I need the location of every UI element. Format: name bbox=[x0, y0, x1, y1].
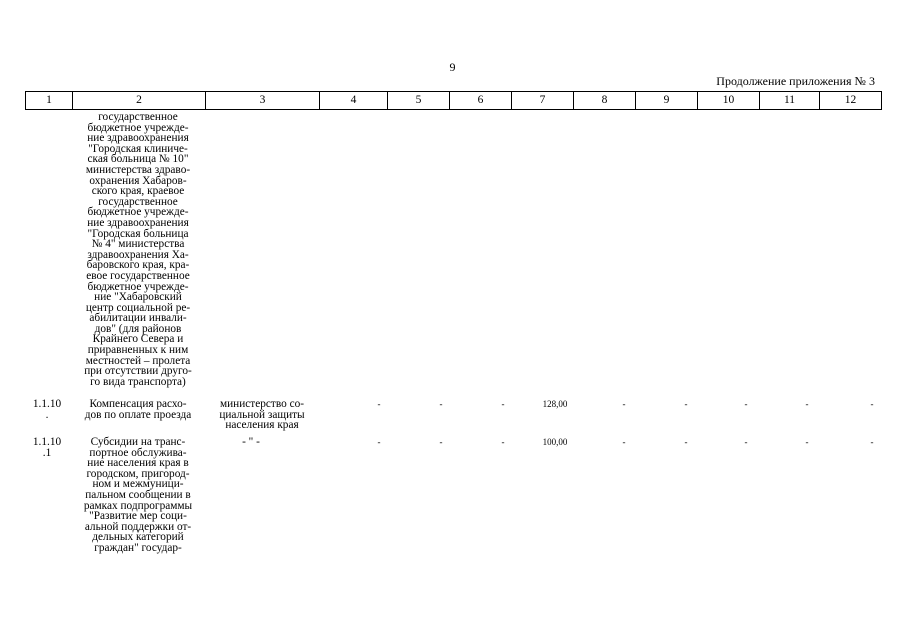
text-line: "Городская больница bbox=[87, 227, 189, 240]
text-line: - " - bbox=[242, 436, 260, 448]
text-line: приравненных к ним bbox=[87, 344, 189, 357]
header-cell: 6 bbox=[450, 92, 512, 110]
row-executor-cell bbox=[206, 399, 318, 431]
text-line: дельных категорий bbox=[92, 531, 184, 544]
value-cell: - bbox=[744, 437, 748, 447]
value-cell: - bbox=[501, 437, 505, 447]
text-line: центр социальной ре- bbox=[85, 301, 191, 314]
text-line: Компенсация расхо- bbox=[89, 398, 187, 410]
text-line: . bbox=[45, 408, 49, 421]
text-line: граждан" государ- bbox=[94, 541, 182, 554]
text-line: ние "Хабаровский bbox=[94, 291, 182, 304]
value-cell: - bbox=[439, 437, 443, 447]
text-line: дов" (для районов bbox=[94, 322, 182, 335]
row-name-cell bbox=[74, 399, 202, 420]
text-line: при отсутствии друго- bbox=[84, 365, 192, 378]
text-line: бюджетное учрежде- bbox=[87, 121, 189, 134]
header-cell: 7 bbox=[512, 92, 574, 110]
text-line: министерство со- bbox=[219, 398, 304, 410]
text-line: ние населения края в bbox=[87, 457, 189, 470]
text-line: баровского края, кра- bbox=[86, 259, 190, 272]
header-cell: 1 bbox=[26, 92, 73, 110]
header-cell: 9 bbox=[636, 92, 698, 110]
text-line: государственное bbox=[98, 195, 178, 208]
text-line: Крайнего Севера и bbox=[92, 333, 184, 346]
header-cell: 10 bbox=[698, 92, 760, 110]
text-line: бюджетное учрежде- bbox=[87, 280, 189, 293]
header-cell: 8 bbox=[574, 92, 636, 110]
text-line: ние здравоохранения bbox=[87, 132, 189, 145]
row-executor-cell bbox=[221, 437, 281, 448]
value-cell: - bbox=[622, 437, 626, 447]
value-cell: - bbox=[439, 399, 443, 409]
text-line: государственное bbox=[98, 111, 178, 123]
text-line: здравоохранения Ха- bbox=[87, 248, 189, 261]
value-cell: - bbox=[501, 399, 505, 409]
header-row bbox=[26, 92, 882, 110]
text-line: № 4" министерства bbox=[91, 238, 185, 251]
value-cell: - bbox=[870, 399, 874, 409]
text-line: портное обслужива- bbox=[89, 446, 187, 459]
value-cell: - bbox=[684, 437, 688, 447]
column-header-table bbox=[25, 91, 882, 110]
text-line: бюджетное учрежде- bbox=[87, 206, 189, 219]
text-line: населения края bbox=[225, 419, 299, 432]
text-line: 1.1.10 bbox=[32, 398, 62, 410]
text-line: ского края, краевое bbox=[91, 185, 185, 198]
page-number: 9 bbox=[449, 60, 456, 74]
row-number-cell bbox=[25, 399, 69, 420]
value-cell: - bbox=[622, 399, 626, 409]
value-cell: 100,00 bbox=[542, 437, 568, 447]
value-cell: - bbox=[805, 437, 809, 447]
text-line: дов по оплате проезда bbox=[84, 408, 192, 421]
text-line: альной поддержки от- bbox=[84, 520, 192, 533]
row-name-cell bbox=[74, 437, 202, 554]
text-line: абилитации инвали- bbox=[89, 312, 187, 325]
value-cell: - bbox=[870, 437, 874, 447]
text-line: циальной защиты bbox=[219, 408, 305, 421]
header-cell: 2 bbox=[73, 92, 206, 110]
header-cell: 3 bbox=[206, 92, 320, 110]
header-cell: 5 bbox=[388, 92, 450, 110]
header-cell: 11 bbox=[760, 92, 820, 110]
value-cell: - bbox=[805, 399, 809, 409]
text-line: 1.1.10 bbox=[32, 436, 62, 448]
text-line: ние здравоохранения bbox=[87, 216, 189, 229]
text-line: "Городская клиниче- bbox=[88, 142, 188, 155]
text-line: министерства здраво- bbox=[85, 163, 191, 176]
text-line: ская больница № 10" bbox=[87, 153, 189, 166]
value-cell: - bbox=[684, 399, 688, 409]
text-line: местностей – пролета bbox=[85, 354, 191, 367]
text-line: пальном сообщении в bbox=[85, 488, 191, 501]
text-line: "Развитие мер соци- bbox=[89, 510, 187, 523]
row-number-cell bbox=[25, 437, 69, 458]
text-line: .1 bbox=[42, 446, 52, 459]
value-cell: 128,00 bbox=[542, 399, 568, 409]
text-line: ном и межмуници- bbox=[92, 478, 184, 491]
text-line: охранения Хабаров- bbox=[89, 174, 187, 187]
text-line: го вида транспорта) bbox=[90, 375, 186, 388]
value-cell: - bbox=[744, 399, 748, 409]
value-cell: - bbox=[377, 399, 381, 409]
continuation-caption: Продолжение приложения № 3 bbox=[716, 74, 875, 88]
header-cell: 12 bbox=[820, 92, 882, 110]
text-line: рамках подпрограммы bbox=[83, 499, 193, 512]
text-line: евое государственное bbox=[86, 269, 190, 282]
value-cell: - bbox=[377, 437, 381, 447]
text-line: Субсидии на транс- bbox=[90, 436, 186, 448]
header-cell: 4 bbox=[320, 92, 388, 110]
continued-name-cell bbox=[74, 112, 202, 387]
text-line: городском, пригород- bbox=[86, 467, 190, 480]
